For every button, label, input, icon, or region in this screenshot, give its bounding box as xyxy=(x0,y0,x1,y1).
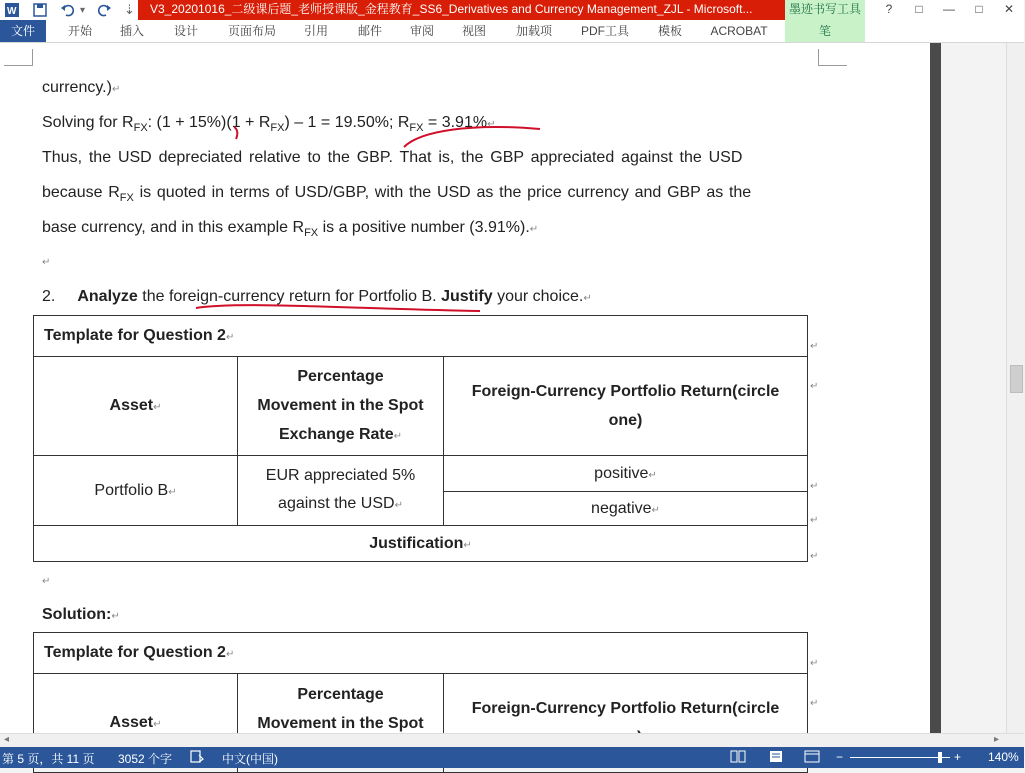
text-thus-line: Thus, the USD depreciated relative to the GBP. That is, the GBP appreciated against the USD xyxy=(42,149,743,166)
row-end-mark: ↵ xyxy=(810,698,819,709)
tab-references[interactable]: 引用 xyxy=(303,24,328,38)
text-solving-for: Solving for $R_{FX}$: $(1 + 15\%)(1 + R_{FX}) - 1 = 19.50\%$; $R_{FX}$ = 3.91%↵ xyxy=(42,114,496,135)
zoom-slider-thumb[interactable] xyxy=(938,752,942,763)
ink-underline-foreign-currency xyxy=(196,305,480,311)
solution-header-percentage-movement: Percentage Movement in the Spot xyxy=(238,674,444,773)
scroll-left-icon[interactable]: ◂ xyxy=(4,734,10,745)
justification-cell[interactable]: Justification↵ xyxy=(34,526,808,562)
ribbon-tabs xyxy=(0,20,1024,43)
window-controls xyxy=(874,0,1024,20)
tab-acrobat[interactable]: ACROBAT xyxy=(710,24,768,38)
page-edge xyxy=(930,43,941,733)
header-percentage-movement: Percentage Movement in the Spot Exchange Rate↵ xyxy=(238,357,444,456)
row-end-mark: ↵ xyxy=(810,381,819,392)
word-count[interactable]: 3052 个字 xyxy=(118,752,173,766)
tab-insert[interactable]: 插入 xyxy=(119,24,144,38)
maximize-icon[interactable]: □ xyxy=(975,2,983,16)
ink-annotations xyxy=(0,43,930,343)
language-status[interactable]: 中文(中国) xyxy=(222,752,278,766)
zoom-slider-track[interactable] xyxy=(850,757,950,758)
tab-pdf-tools[interactable]: PDF工具 xyxy=(580,24,629,38)
text-base-currency-line: base currency, and in this example $R_{FX}$ is a positive number (3.91%).↵ xyxy=(42,219,539,240)
document-area xyxy=(0,43,1006,733)
word-logo-icon xyxy=(4,2,20,21)
window-title: V3_20201016_二级课后题_老师授课版_金程教育_SS6_Derivatives and Currency Management_ZJL - Microsoft... xyxy=(138,0,786,20)
tab-review[interactable]: 审阅 xyxy=(409,24,434,38)
empty-paragraph-mark: ↵ xyxy=(42,257,51,268)
cell-portfolio-b: Portfolio B↵ xyxy=(34,456,238,526)
tab-file[interactable]: 文件 xyxy=(0,20,46,42)
close-icon[interactable]: ✕ xyxy=(1003,2,1015,16)
row-end-mark: ↵ xyxy=(810,658,819,669)
save-icon[interactable] xyxy=(32,2,48,21)
template-title-cell: Template for Question 2↵ xyxy=(34,316,808,357)
horizontal-scrollbar[interactable] xyxy=(0,733,1024,748)
empty-paragraph-mark: ↵ xyxy=(42,576,51,587)
title-bar xyxy=(0,0,1024,20)
tab-addins[interactable]: 加载项 xyxy=(515,24,552,38)
row-end-mark: ↵ xyxy=(810,515,819,526)
vertical-scroll-thumb[interactable] xyxy=(1010,365,1023,393)
help-icon[interactable]: ? xyxy=(885,2,893,16)
template-table xyxy=(33,315,808,562)
tab-home[interactable]: 开始 xyxy=(67,24,92,38)
print-layout-icon[interactable] xyxy=(768,750,784,766)
zoom-out-button[interactable]: − xyxy=(836,750,844,764)
web-layout-icon[interactable] xyxy=(804,750,820,766)
ink-tools-tab[interactable]: 墨迹书写工具 xyxy=(785,0,865,20)
redo-icon[interactable] xyxy=(96,2,112,21)
zoom-level[interactable]: 140% xyxy=(988,750,1019,764)
header-foreign-currency-return: Foreign-Currency Portfolio Return(circle one) xyxy=(444,357,808,456)
undo-dropdown-icon[interactable]: ▾ xyxy=(80,5,86,16)
zoom-in-button[interactable]: + xyxy=(954,750,962,764)
status-bar xyxy=(0,747,1024,768)
cell-spot-movement: EUR appreciated 5% against the USD↵ xyxy=(238,456,444,526)
row-end-mark: ↵ xyxy=(810,551,819,562)
vertical-scrollbar[interactable] xyxy=(1006,43,1025,733)
solution-template-title-cell: Template for Question 2↵ xyxy=(34,633,808,674)
read-mode-icon[interactable] xyxy=(730,750,746,766)
tab-view[interactable]: 视图 xyxy=(461,24,486,38)
ribbon-display-icon[interactable]: □ xyxy=(915,2,923,16)
svg-text:W: W xyxy=(7,6,17,17)
page-count[interactable]: 第 5 页，共 11 页 xyxy=(2,752,95,766)
solution-header-asset: Asset↵ xyxy=(34,674,238,773)
ink-mark-bracket xyxy=(234,127,237,139)
customize-toolbar-icon[interactable]: ⇣ xyxy=(124,2,135,17)
document-page[interactable] xyxy=(0,43,930,733)
tab-page-layout[interactable]: 页面布局 xyxy=(227,24,276,38)
undo-icon[interactable] xyxy=(60,2,76,21)
solution-header-foreign-currency-return: Foreign-Currency Portfolio Return(circle xyxy=(444,674,808,773)
question-2-text: 2. Analyze the foreign-currency return for Portfolio B. Justify your choice.↵ xyxy=(42,288,592,305)
tab-pens[interactable]: 笔 xyxy=(785,20,865,42)
solution-label: Solution:↵ xyxy=(42,606,120,623)
row-end-mark: ↵ xyxy=(810,341,819,352)
text-line-currency: currency.)↵ xyxy=(42,79,121,96)
text-because-line: because $R_{FX}$ is quoted in terms of USD/GBP, with the USD as the price currency and GBP as the xyxy=(42,184,752,205)
proofing-icon[interactable] xyxy=(190,750,204,766)
option-negative[interactable]: negative↵ xyxy=(444,492,808,526)
row-end-mark: ↵ xyxy=(810,481,819,492)
option-positive[interactable]: positive↵ xyxy=(444,456,808,492)
tab-template[interactable]: 模板 xyxy=(657,24,682,38)
tab-design[interactable]: 设计 xyxy=(173,24,198,38)
tab-mailings[interactable]: 邮件 xyxy=(357,24,382,38)
ink-underline-rfx xyxy=(404,127,540,147)
minimize-icon[interactable]: — xyxy=(943,2,955,16)
header-asset: Asset↵ xyxy=(34,357,238,456)
scroll-right-icon[interactable]: ▸ xyxy=(994,734,1000,745)
